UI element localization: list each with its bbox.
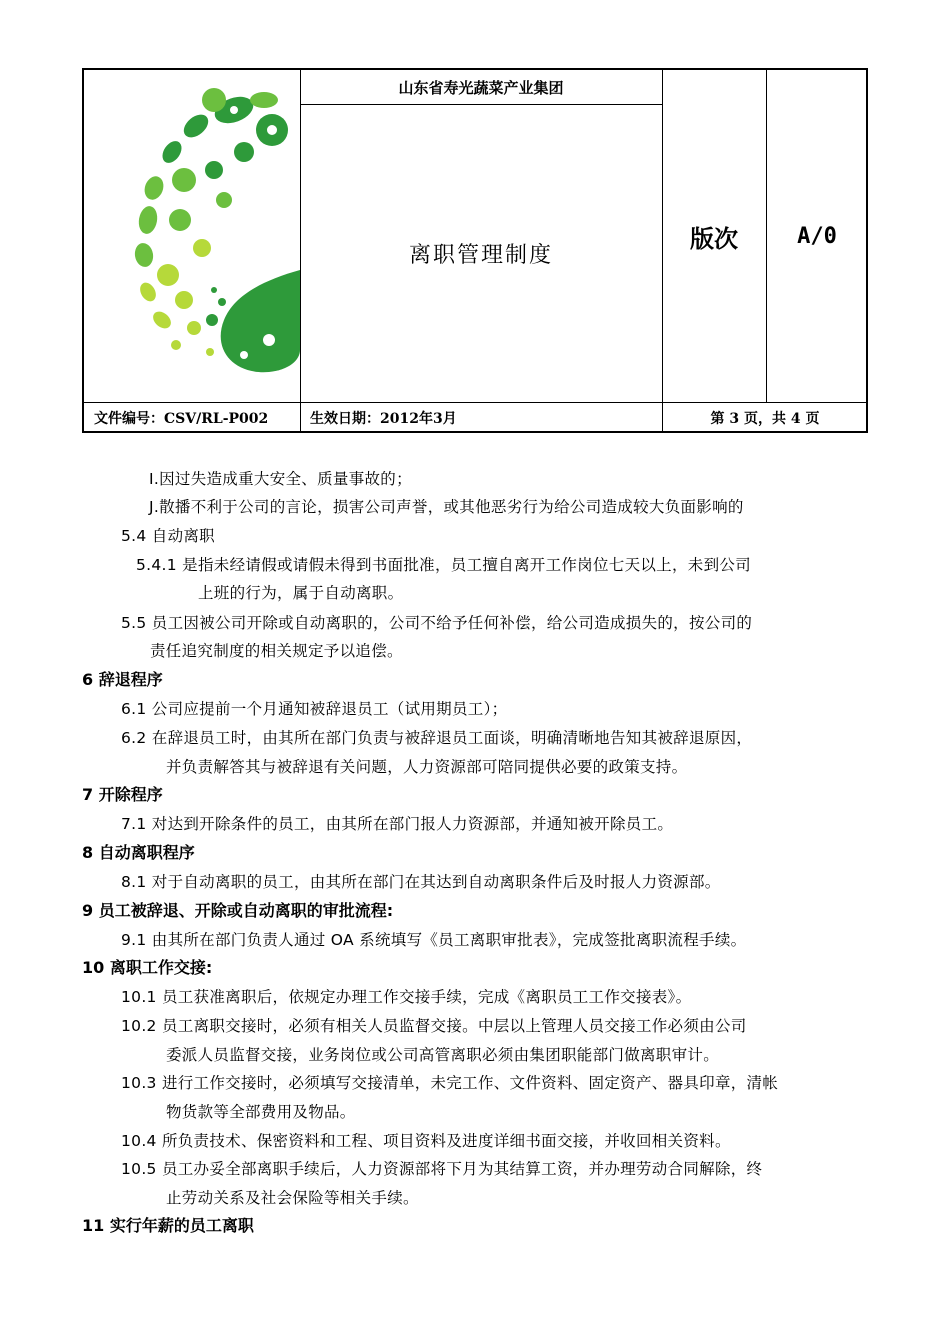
- paragraph-line: 10.3 进行工作交接时，必须填写交接清单，未完工作、文件资料、固定资产、器具印章，清帐: [121, 1074, 779, 1092]
- paragraph-line: 7.1 对达到开除条件的员工，由其所在部门报人力资源部，并通知被开除员工。: [121, 815, 674, 833]
- paragraph-line: 9.1 由其所在部门负责人通过 OA 系统填写《员工离职审批表》，完成签批离职流程手续。: [121, 931, 747, 949]
- section-heading: 10 离职工作交接:: [82, 958, 213, 977]
- paragraph-line: 并负责解答其与被辞退有关问题，人力资源部可陪同提供必要的政策支持。: [166, 758, 688, 776]
- paragraph-line: 10.1 员工获准离职后，依规定办理工作交接手续，完成《离职员工工作交接表》。: [121, 988, 692, 1006]
- paragraph-line: 5.5 员工因被公司开除或自动离职的，公司不给予任何补偿，给公司造成损失的，按公司的: [121, 614, 753, 632]
- section-heading: 8 自动离职程序: [82, 843, 195, 862]
- section-heading: 9 员工被辞退、开除或自动离职的审批流程:: [82, 901, 394, 920]
- paragraph-line: 10.4 所负责技术、保密资料和工程、项目资料及进度详细书面交接，并收回相关资料。: [121, 1132, 731, 1150]
- paragraph-line: 10.2 员工离职交接时，必须有相关人员监督交接。中层以上管理人员交接工作必须由公司: [121, 1017, 747, 1035]
- paragraph-line: 8.1 对于自动离职的员工，由其所在部门在其达到自动离职条件后及时报人力资源部。: [121, 873, 721, 891]
- paragraph-line: 5.4.1 是指未经请假或请假未得到书面批准，员工擅自离开工作岗位七天以上，未到公司: [136, 556, 751, 574]
- paragraph-line: 上班的行为，属于自动离职。: [198, 584, 404, 602]
- document-title: 离职管理制度: [408, 242, 553, 268]
- document-number: 文件编号：CSV/RL-P002: [94, 410, 269, 427]
- version-value: A/0: [797, 223, 837, 249]
- page-indicator: 第 3 页，共 4 页: [710, 410, 820, 427]
- paragraph-line: 止劳动关系及社会保险等相关手续。: [166, 1189, 419, 1207]
- paragraph-line: 6.1 公司应提前一个月通知被辞退员工（试用期员工）；: [121, 700, 508, 718]
- paragraph-line: 责任追究制度的相关规定予以追偿。: [150, 642, 403, 660]
- version-label: 版次: [690, 224, 738, 253]
- list-item: I.因过失造成重大安全、质量事故的；: [149, 470, 412, 488]
- effective-date: 生效日期：2012年3月: [310, 410, 457, 427]
- section-heading: 6 辞退程序: [82, 670, 163, 689]
- paragraph-line: 10.5 员工办妥全部离职手续后，人力资源部将下月为其结算工资，并办理劳动合同解除，终: [121, 1160, 763, 1178]
- company-name: 山东省寿光蔬菜产业集团: [398, 78, 564, 97]
- section-heading: 11 实行年薪的员工离职: [82, 1216, 254, 1235]
- list-item: J.散播不利于公司的言论，损害公司声誉，或其他恶劣行为给公司造成较大负面影响的: [149, 498, 744, 516]
- paragraph-line: 6.2 在辞退员工时，由其所在部门负责与被辞退员工面谈，明确清晰地告知其被辞退原因，: [121, 729, 753, 747]
- subsection-heading: 5.4 自动离职: [121, 527, 215, 545]
- section-heading: 7 开除程序: [82, 785, 163, 804]
- paragraph-line: 委派人员监督交接，业务岗位或公司高管离职必须由集团职能部门做离职审计。: [166, 1046, 720, 1064]
- paragraph-line: 物货款等全部费用及物品。: [166, 1103, 356, 1121]
